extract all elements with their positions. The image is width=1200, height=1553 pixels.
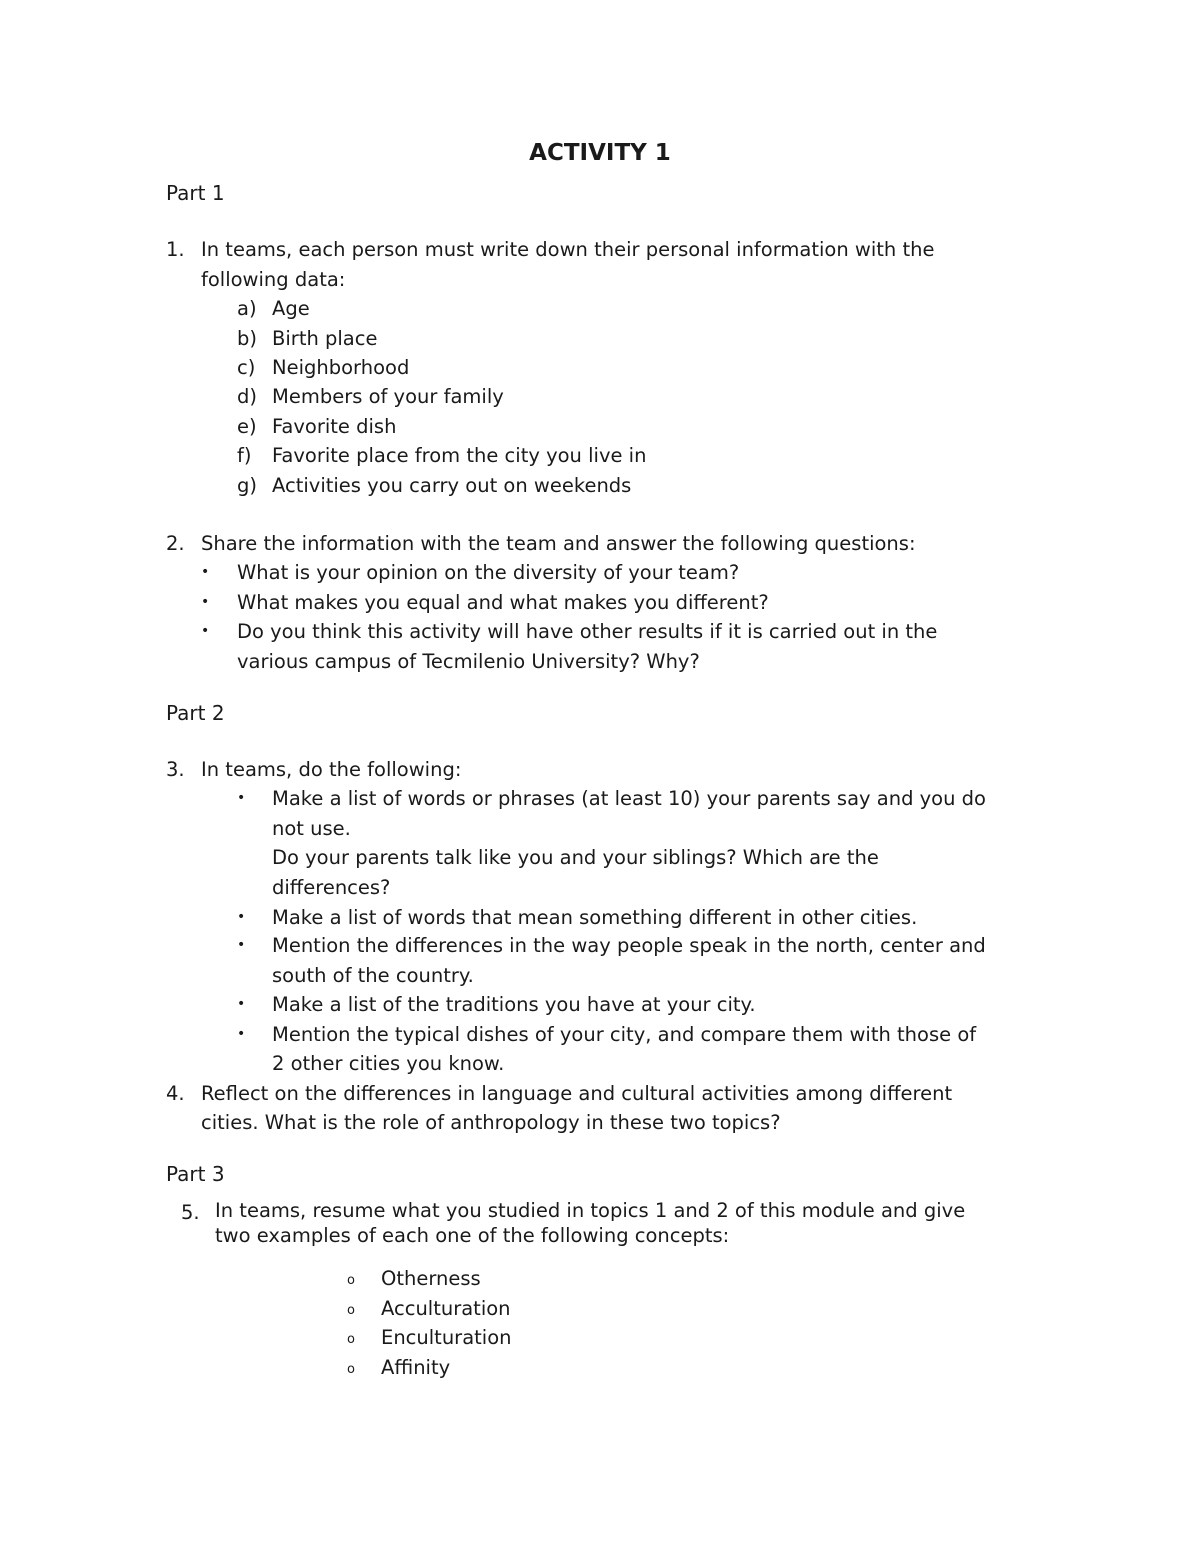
bullet-marker: • bbox=[237, 937, 246, 953]
list-marker: a) bbox=[237, 297, 257, 320]
question-1-number: 1. bbox=[166, 238, 185, 261]
part-3-heading: Part 3 bbox=[166, 1162, 225, 1186]
bullet-item-continued: not use. bbox=[272, 817, 351, 840]
list-marker: b) bbox=[237, 327, 257, 350]
list-item: Favorite dish bbox=[272, 415, 397, 438]
question-5-line-1: In teams, resume what you studied in topics 1 and 2 of this module and give bbox=[215, 1199, 966, 1222]
question-2-number: 2. bbox=[166, 532, 185, 555]
question-5-line-2: two examples of each one of the following concepts: bbox=[215, 1224, 730, 1247]
question-4-line-2: cities. What is the role of anthropology in these two topics? bbox=[201, 1111, 781, 1134]
bullet-item: Make a list of words that mean something different in other cities. bbox=[272, 906, 918, 929]
list-marker: c) bbox=[237, 356, 256, 379]
part-1-heading: Part 1 bbox=[166, 181, 225, 205]
bullet-marker: • bbox=[237, 909, 246, 925]
bullet-marker: • bbox=[201, 594, 210, 610]
list-marker: f) bbox=[237, 444, 252, 467]
bullet-marker: • bbox=[237, 790, 246, 806]
list-item: Members of your family bbox=[272, 385, 504, 408]
bullet-item: Mention the differences in the way people speak in the north, center and bbox=[272, 934, 986, 957]
bullet-item-continued: 2 other cities you know. bbox=[272, 1052, 505, 1075]
circle-marker: o bbox=[347, 1332, 355, 1347]
bullet-item: Do you think this activity will have other results if it is carried out in the bbox=[237, 620, 938, 643]
question-5-number: 5. bbox=[181, 1201, 200, 1224]
concept-item: Enculturation bbox=[381, 1326, 512, 1349]
circle-marker: o bbox=[347, 1273, 355, 1288]
question-3-line-1: In teams, do the following: bbox=[201, 758, 462, 781]
bullet-item: Mention the typical dishes of your city, and compare them with those of bbox=[272, 1023, 977, 1046]
circle-marker: o bbox=[347, 1362, 355, 1377]
bullet-item: What is your opinion on the diversity of your team? bbox=[237, 561, 740, 584]
concept-item: Otherness bbox=[381, 1267, 481, 1290]
bullet-item: Make a list of the traditions you have at your city. bbox=[272, 993, 756, 1016]
list-item: Activities you carry out on weekends bbox=[272, 474, 632, 497]
bullet-marker: • bbox=[201, 564, 210, 580]
bullet-item-continued: south of the country. bbox=[272, 964, 474, 987]
list-item: Birth place bbox=[272, 327, 378, 350]
bullet-marker: • bbox=[201, 623, 210, 639]
bullet-item: Make a list of words or phrases (at least 10) your parents say and you do bbox=[272, 787, 986, 810]
question-2-line-1: Share the information with the team and answer the following questions: bbox=[201, 532, 916, 555]
concept-item: Acculturation bbox=[381, 1297, 511, 1320]
question-3-number: 3. bbox=[166, 758, 185, 781]
question-1-line-1: In teams, each person must write down their personal information with the bbox=[201, 238, 935, 261]
bullet-marker: • bbox=[237, 996, 246, 1012]
bullet-item: What makes you equal and what makes you different? bbox=[237, 591, 769, 614]
bullet-item-continued: Do your parents talk like you and your siblings? Which are the bbox=[272, 846, 879, 869]
bullet-item-continued: differences? bbox=[272, 876, 391, 899]
bullet-item-continued: various campus of Tecmilenio University? Why? bbox=[237, 650, 700, 673]
concept-item: Affinity bbox=[381, 1356, 451, 1379]
list-item: Neighborhood bbox=[272, 356, 410, 379]
list-item: Favorite place from the city you live in bbox=[272, 444, 647, 467]
list-marker: g) bbox=[237, 474, 257, 497]
list-item: Age bbox=[272, 297, 310, 320]
question-4-line-1: Reflect on the differences in language and cultural activities among different bbox=[201, 1082, 953, 1105]
list-marker: e) bbox=[237, 415, 257, 438]
list-marker: d) bbox=[237, 385, 257, 408]
part-2-heading: Part 2 bbox=[166, 701, 225, 725]
page-title: ACTIVITY 1 bbox=[529, 140, 671, 166]
circle-marker: o bbox=[347, 1303, 355, 1318]
question-1-line-2: following data: bbox=[201, 268, 346, 291]
bullet-marker: • bbox=[237, 1026, 246, 1042]
question-4-number: 4. bbox=[166, 1082, 185, 1105]
